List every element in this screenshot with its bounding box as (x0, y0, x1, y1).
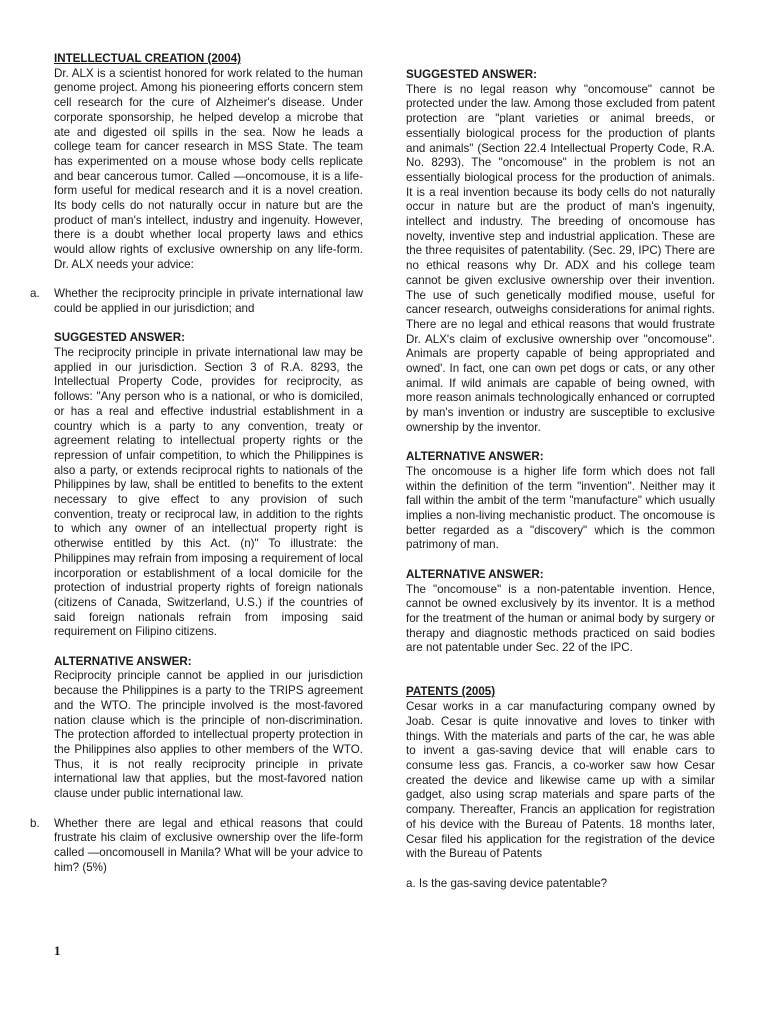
right-suggested-answer-heading: SUGGESTED ANSWER: (406, 68, 537, 81)
right-column (406, 68, 715, 891)
patents-question-a: a. Is the gas-saving device patentable? (406, 876, 608, 890)
right-alternative-answer-heading-2: ALTERNATIVE ANSWER: (406, 567, 544, 581)
right-suggested-answer-text: There is no legal reason why "oncomouse" cannot be protected under the law. Among those excluded from patent protection are "plant varieties or animal breeds, or essentially biological process for the production of plants and animals" (Section 22.4 Intellectual Property Code, R.A. No. 8293). The "oncomouse" in the problem is not an essentially biological process for the production of animals. It is a real invention because its body cells do not naturally occur in nature but are the product of man's ingenuity, intellect and industry. The breeding of oncomouse has novelty, inventive step and industrial application. These are the three requisites of patentability. (Sec. 29, IPC) There are no ethical reasons why Dr. ADX and his college team cannot be given exclusive ownership over their invention. The use of such genetically modified mouse, useful for cancer research, outweighs considerations for animal rights. There are no legal and ethical reasons that would frustrate Dr. ALX's claim of exclusive ownership over "oncomouse". Animals are property capable of being appropriated and owned'. In fact, one can own pet dogs or cats, or any other animal. If wild animals are capable of being owned, with more reason animals technologically enhanced or corrupted by man's invention or industry are susceptible to exclusive ownership by the inventor. (406, 82, 715, 434)
left-column (30, 52, 363, 875)
right-alternative-answer-heading-1: ALTERNATIVE ANSWER: (406, 450, 544, 464)
suggested-answer-heading: SUGGESTED ANSWER: (54, 331, 185, 345)
question-b-marker: b. (30, 816, 40, 830)
question-b-text: Whether there are legal and ethical reasons that could frustrate his claim of exclusive ownership over the life-form called —oncomousell in Manila? What will be your advice to him? (5%) (54, 816, 363, 874)
question-a-text: Whether the reciprocity principle in private international law could be applied in our jurisdiction; and (54, 287, 363, 315)
page-number: 1 (54, 943, 61, 958)
section-title-patents: PATENTS (2005) (406, 685, 496, 699)
patents-paragraph: Cesar works in a car manufacturing company owned by Joab. Cesar is quite innovative and loves to tinker with things. With the materials and parts of the car, he was able to invent a gas-saving device that will enable cars to consume less gas. Francis, a co-worker saw how Cesar created the device and likewise came up with a similar gadget, also using scrap materials and spare parts of the company. Thereafter, Francis an application for registration of his device with the Bureau of Patents. 18 months later, Cesar filed his application for the registration of the device with the Bureau of Patents (406, 700, 715, 861)
right-alternative-answer-text-1: The oncomouse is a higher life form which does not fall within the definition of the term "invention". Neither may it fall within the ambit of the term "manufacture" which usually implies a non-living mechanistic product. The oncomouse is better regarded as a "discovery" which is the common patrimony of man. (406, 464, 715, 552)
question-a (30, 287, 363, 316)
section-title-intellectual-creation: INTELLECTUAL CREATION (2004) (54, 52, 242, 65)
intro-paragraph: Dr. ALX is a scientist honored for work related to the human genome project. Among his pioneering efforts concern stem cell research for the cure of Alzheimer's disease. Under corporate sponsorship, he helped develop a microbe that ate and digested oil spills in the sea. Now he leads a college team for cancer research in MSS State. The team has experimented on a mouse whose body cells replicate and bear cancerous tumor. Called —oncomouse, it is a life-form useful for medical research and it is a novel creation. Its body cells do not naturally occur in nature but are the product of man's intellect, industry and ingenuity. However, there is a doubt whether local property laws and ethics would allow rights of exclusive ownership on any life-form. Dr. ALX needs your advice: (54, 66, 363, 271)
right-alternative-answer-text-2: The "oncomouse" is a non-patentable invention. Hence, cannot be owned exclusively by its inventor. It is a method for the treatment of the human or animal body by surgery or therapy and diagnostic methods practiced on said bodies are not patentable under Sec. 22 of the IPC. (406, 582, 715, 655)
alternative-answer-heading: ALTERNATIVE ANSWER: (54, 654, 192, 668)
question-a-marker: a. (30, 287, 40, 301)
question-b (30, 816, 363, 876)
suggested-answer-text: The reciprocity principle in private international law may be applied in our jurisdiction. Section 3 of R.A. 8293, the Intellectual Property Code, provides for reciprocity, as follows: "Any person who is a national, or who is domiciled, or has a real and effective industrial establishment in a country which is a party to any convention, treaty or agreement relating to intellectual property rights or the repression of unfair competition, to which the Philippines is also a party, or extends reciprocal rights to nationals of the Philippines by law, shall be entitled to benefits to the extent necessary to give effect to any provision of such convention, treaty or reciprocal law, in addition to the rights to which any owner of an intellectual property right is otherwise entitled by this Act. (n)" To illustrate: the Philippines may refrain from imposing a requirement of local incorporation or establishment of a local domicile for the protection of industrial property rights of foreign nationals (citizens of Canada, Switzerland, U.S.) if the countries of said foreign nationals refrain from imposing said requirement on Filipino citizens. (54, 346, 363, 639)
alternative-answer-text: Reciprocity principle cannot be applied in our jurisdiction because the Philippines is a party to the TRIPS agreement and the WTO. The principle involved is the most-favored nation clause which is the principle of non-discrimination. The protection afforded to intellectual property protection in the Philippines also applies to other members of the WTO. Thus, it is not really reciprocity principle in private international law that applies, but the most-favored nation clause under public international law. (54, 669, 363, 801)
